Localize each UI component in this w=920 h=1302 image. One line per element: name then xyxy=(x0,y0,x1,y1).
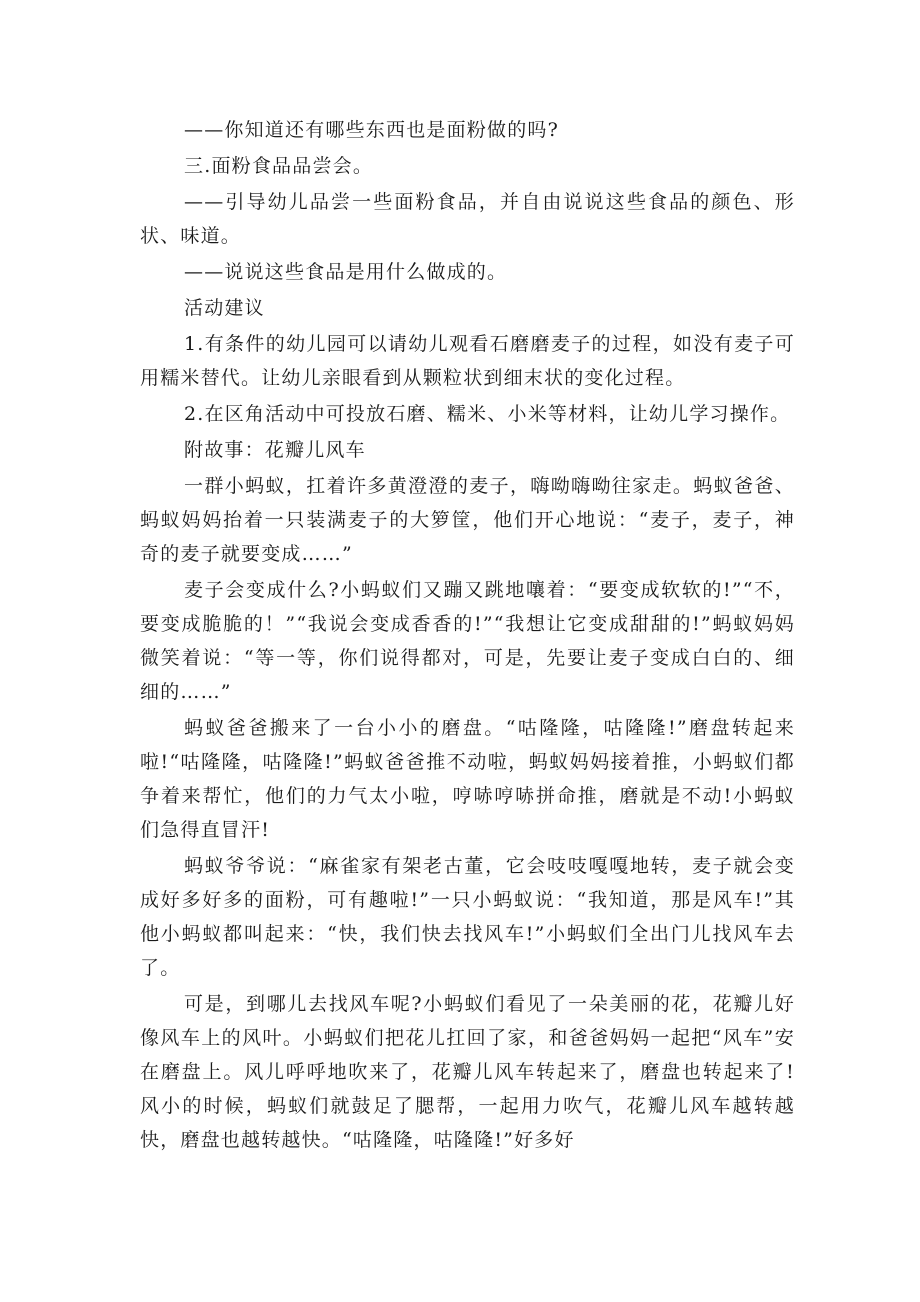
section-heading-tasting: 三.面粉食品品尝会。 xyxy=(184,155,374,177)
story-paragraph-5: 可是，到哪儿去找风车呢?小蚂蚁们看见了一朵美丽的花，花瓣儿好像风车上的风叶。小蚂蚁们把花儿扛回了家，和爸爸妈妈一起把“风车”安在磨盘上。风儿呼呼地吹来了，花瓣儿风车转起来了，磨盘也转起来了!风小的时候，蚂蚁们就鼓足了腮帮，一起用力吹气，花瓣儿风车越转越快，磨盘也越转越快。“咕隆隆，咕隆隆!”好多好 xyxy=(140,993,795,1151)
paragraph-guide-tasting: ——引导幼儿品尝一些面粉食品，并自由说说这些食品的颜色、形状、味道。 xyxy=(140,191,795,247)
story-title: 附故事：花瓣儿风车 xyxy=(184,439,366,461)
story-paragraph-2: 麦子会变成什么?小蚂蚁们又蹦又跳地嚷着：“要变成软软的!”“不，要变成脆脆的！”“我说会变成香香的!”“我想让它变成甜甜的!”蚂蚁妈妈微笑着说：“等一等，你们说得都对，可是，先要让麦子变成白白的、细细的……” xyxy=(140,579,795,703)
story-paragraph-4: 蚂蚁爷爷说：“麻雀家有架老古董，它会吱吱嘎嘎地转，麦子就会变成好多好多的面粉，可有趣啦!”一只小蚂蚁说：“我知道，那是风车!”其他小蚂蚁都叫起来：“快，我们快去找风车!”小蚂蚁们全出门儿找风车去了。 xyxy=(140,855,795,979)
section-heading-suggestions: 活动建议 xyxy=(184,297,265,319)
suggestion-item-1: 1.有条件的幼儿园可以请幼儿观看石磨磨麦子的过程，如没有麦子可用糯米替代。让幼儿亲眼看到从颗粒状到细末状的变化过程。 xyxy=(140,333,795,389)
story-paragraph-3: 蚂蚁爸爸搬来了一台小小的磨盘。“咕隆隆，咕隆隆!”磨盘转起来啦!“咕隆隆，咕隆隆!”蚂蚁爸爸推不动啦，蚂蚁妈妈接着推，小蚂蚁们都争着来帮忙，他们的力气太小啦，哼哧哼哧拼命推，磨就是不动!小蚂蚁们急得直冒汗! xyxy=(140,717,795,841)
paragraph-question: ——你知道还有哪些东西也是面粉做的吗? xyxy=(184,119,559,141)
document-body xyxy=(140,113,795,1159)
paragraph-ingredients: ——说说这些食品是用什么做成的。 xyxy=(184,261,508,283)
suggestion-item-2: 2.在区角活动中可投放石磨、糯米、小米等材料，让幼儿学习操作。 xyxy=(184,403,791,425)
story-paragraph-1: 一群小蚂蚁，扛着许多黄澄澄的麦子，嗨呦嗨呦往家走。蚂蚁爸爸、蚂蚁妈妈抬着一只装满麦子的大箩筐，他们开心地说：“麦子，麦子，神奇的麦子就要变成……” xyxy=(140,475,795,565)
